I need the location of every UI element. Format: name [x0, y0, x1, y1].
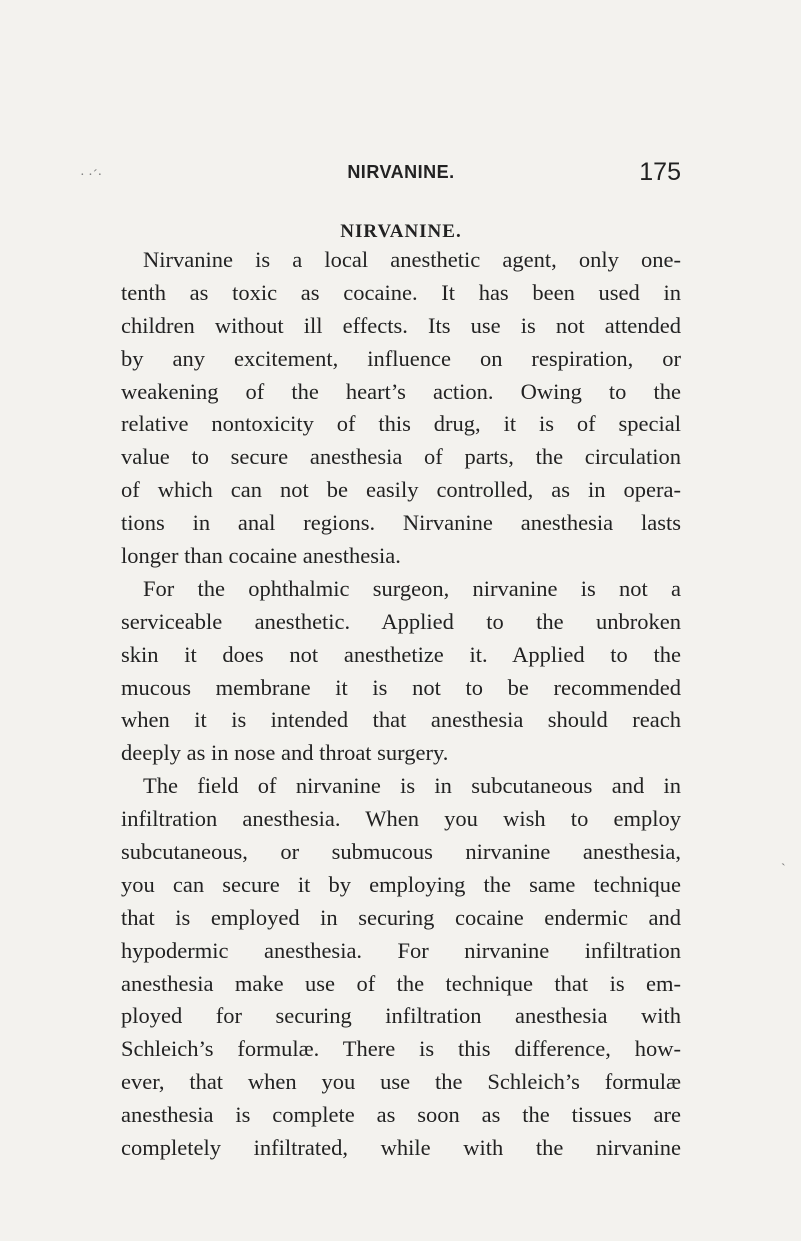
section-heading: NIRVANINE.: [340, 221, 462, 242]
text-line: infiltration anesthesia. When you wish to employ: [121, 806, 681, 832]
text-line: by any excitement, influence on respiration, or: [121, 345, 681, 371]
text-line: value to secure anesthesia of parts, the circulation: [121, 444, 681, 470]
text-line: when it is intended that anesthesia should reach: [121, 707, 681, 733]
text-line: anesthesia is complete as soon as the tissues are: [121, 1102, 681, 1128]
text-line: hypodermic anesthesia. For nirvanine infiltration: [121, 937, 681, 963]
text-line: tenth as toxic as cocaine. It has been used in: [121, 279, 681, 305]
text-line: anesthesia make use of the technique that is em-: [121, 970, 681, 996]
body-text: [121, 244, 681, 1165]
text-line: ployed for securing infiltration anesthesia with: [121, 1003, 681, 1029]
text-line: of which can not be easily controlled, as in opera-: [121, 477, 681, 503]
text-line: Nirvanine is a local anesthetic agent, only one-: [143, 247, 681, 272]
text-line: Schleich’s formulæ. There is this difference, how-: [121, 1036, 681, 1062]
text-line: The field of nirvanine is in subcutaneous and in: [143, 773, 681, 799]
text-line: weakening of the heart’s action. Owing to the: [121, 378, 681, 404]
text-line: mucous membrane it is not to be recommended: [121, 674, 681, 700]
text-line: that is employed in securing cocaine endermic and: [121, 904, 681, 930]
text-line: tions in anal regions. Nirvanine anesthesia lasts: [121, 510, 681, 536]
text-line: For the ophthalmic surgeon, nirvanine is not a: [143, 575, 681, 601]
text-line: skin it does not anesthetize it. Applied to the: [121, 641, 681, 667]
text-line: children without ill effects. Its use is not attended: [121, 312, 681, 338]
margin-mark: · ·´·: [80, 168, 103, 183]
text-line: relative nontoxicity of this drug, it is of special: [121, 411, 681, 437]
text-line: completely infiltrated, while with the nirvanine: [121, 1135, 681, 1161]
text-line: ever, that when you use the Schleich’s formulæ: [121, 1069, 681, 1095]
page-number: 175: [639, 158, 681, 186]
text-line: deeply as in nose and throat surgery.: [121, 740, 449, 766]
margin-mark: `: [781, 862, 786, 877]
text-line: longer than cocaine anesthesia.: [121, 543, 401, 569]
text-line: you can secure it by employing the same technique: [121, 871, 681, 897]
text-line: serviceable anesthetic. Applied to the unbroken: [121, 608, 681, 634]
running-head: [121, 158, 681, 192]
text-line: subcutaneous, or submucous nirvanine anesthesia,: [121, 839, 681, 865]
running-title: NIRVANINE.: [347, 162, 455, 182]
